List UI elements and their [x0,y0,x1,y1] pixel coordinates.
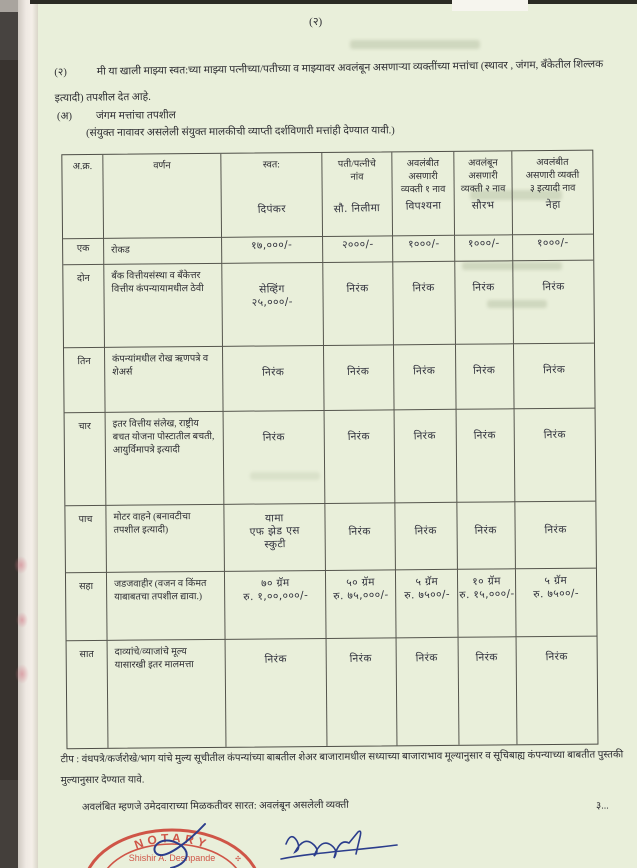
row-description: रोकड [104,238,222,265]
stamp-notary-name: Shishir A. Deshpande [128,853,216,863]
footnote: टीप : वंधपत्रे/कर्जरोखे/भाग यांचे मुल्य सूचीतील कंपन्यांच्या बाबतील शेअर बाजारामधील सध्याच्या बाजाराभाव मूल्यानुसार व सूचिबाह्य कंपन्याच्या बाबतीत पुस्तकी मुल्यानुसार देण्यात यावे. [60,749,624,787]
value-self: १७,०००/- [251,238,293,253]
next-page-mark: ३... [595,800,609,812]
value-dep1: ५ ग्रॅम रु. ७५००/- [403,575,450,602]
value-dep1: निरंक [414,524,438,538]
header-dependent-3: अवलंबीत असणारी व्यक्ती ३ इत्यादी नाव नेहा [512,151,593,236]
handwritten-dep1-name: विपश्यना [405,199,442,213]
row-serial: एक [63,239,104,265]
value-spouse: निरंक [348,525,372,538]
value-dep3: १०००/- [537,236,570,250]
value-spouse: निरंक [349,652,373,665]
dependent-definition: अवलंबित म्हणजे उमेदवाराच्या मिळकतीवर सारत: अवलंबून असलेली व्यक्ती [81,799,349,814]
row-description: मोटर वाहने (बनावटीचा तपशील इत्यादी) [106,505,225,573]
row-serial: तिन [64,348,106,413]
value-spouse: २०००/- [341,238,374,252]
value-self: निरंक [261,366,285,379]
value-spouse: ५० ग्रॅम रु. ७५,०००/- [332,576,389,603]
value-self: ७० ग्रॅम रु. १,००,०००/- [242,576,308,604]
value-dep3: निरंक [542,363,566,377]
page-number: (२) [309,15,323,29]
row-serial: सहा [66,573,108,641]
stamp-ornament: ✣ [235,856,241,863]
row-serial: पाच [65,506,107,573]
header-spouse: पती/पत्नीचे नांव सौ. निलीमा [322,152,393,237]
clause-2-text: मी या खाली माझ्या स्वत:च्या माझ्या पत्नीच्या/पतीच्या व माझ्यावर अवलंबून असणाऱ्या व्यक्तींच्या मत्तांचा (स्थावर , जंगम, बँकेतील शिल्लक इत्यादी) तपशील देत आहे. [54,59,604,105]
value-dep3: ५ ग्रॅम रु. ७५००/- [533,574,580,601]
row-description: दाव्यांचे/व्याजांचे मूल्य यासारखी इतर मालमत्ता [108,640,227,748]
handwritten-self-name: दिपंकर [257,202,287,216]
value-self: निरंक [262,431,285,444]
value-dep1: निरंक [412,281,436,295]
value-dep2: निरंक [474,524,498,537]
value-self: निरंक [264,653,287,666]
header-self: स्वत: दिपंकर [221,153,323,238]
value-dep3: निरंक [545,650,568,664]
section-a-title: जंगम मत्तांचा तपशील [95,110,176,122]
section-a-note: (संयुक्त नावावर असलेली संयुक्त मालकीची व्याप्ती दर्शविणारी मत्तांही देण्यात यावी.) [86,125,395,140]
row-description: इतर वित्तीय संलेख, राष्ट्रीय बचत योजना पोस्टातील बचती, आयुर्विमापत्रे इत्यादी [106,412,225,506]
value-dep1: निरंक [413,364,436,378]
value-spouse: निरंक [348,430,371,443]
value-dep2: निरंक [475,651,499,664]
section-a-label: (अ) [56,111,73,123]
notary-stamp [84,830,260,868]
value-spouse: निरंक [346,282,370,295]
value-dep2: १०००/- [467,237,500,251]
header-dependent-2: अवलंबून असणारी व्यक्ती २ नाव सौरभ [454,151,513,236]
clause-2-label: (२) [54,67,67,79]
value-spouse: निरंक [347,365,370,378]
value-dep2: १० ग्रॅम रु. १५,०००/- [458,575,515,602]
header-serial: अ.क्र. [62,155,104,239]
value-dep1: १०००/- [407,237,440,251]
value-dep1: निरंक [414,429,437,443]
candidate-signature [281,831,397,859]
value-dep2: निरंक [473,364,496,377]
value-dep3: निरंक [544,523,567,537]
header-dependent-1: अवलंबीत असणारी व्यक्ती १ नाव विपश्यना [392,152,455,237]
value-self: यामा एफ झेड एस स्कुटी [249,512,300,551]
row-serial: सात [67,641,109,748]
row-description: बँक वित्तीयसंस्था व बँकेत्तर वित्तीय कंपन्यायामधील ठेवी [104,264,223,348]
row-serial: चार [65,413,107,506]
value-self: सेव्हिंग २५,०००/- [251,283,294,310]
header-description: वर्णन [103,154,222,239]
handwritten-spouse-name: सौ. निलीमा [333,201,381,216]
movable-assets-table [61,150,598,750]
section-a-heading [57,108,176,123]
value-dep1: निरंक [415,651,439,665]
handwritten-dep2-name: सौरभ [471,199,495,212]
handwritten-dep3-name: नेहा [545,198,561,212]
value-dep2: निरंक [474,429,497,442]
row-description: कंपन्यांमधील रोख ऋणपत्रे व शेअर्स [105,347,224,413]
value-dep3: निरंक [543,428,566,442]
stamp-and-signatures [0,820,637,868]
row-description: जडजवाहीर (वजन व किंमत याबाबतचा तपशील द्यावा.) [107,572,226,641]
value-dep2: निरंक [472,281,496,294]
stamp-title: NOTARY [132,830,212,852]
declaration-paragraph [54,52,627,112]
row-serial: दोन [63,265,105,348]
value-dep3: निरंक [542,280,565,294]
